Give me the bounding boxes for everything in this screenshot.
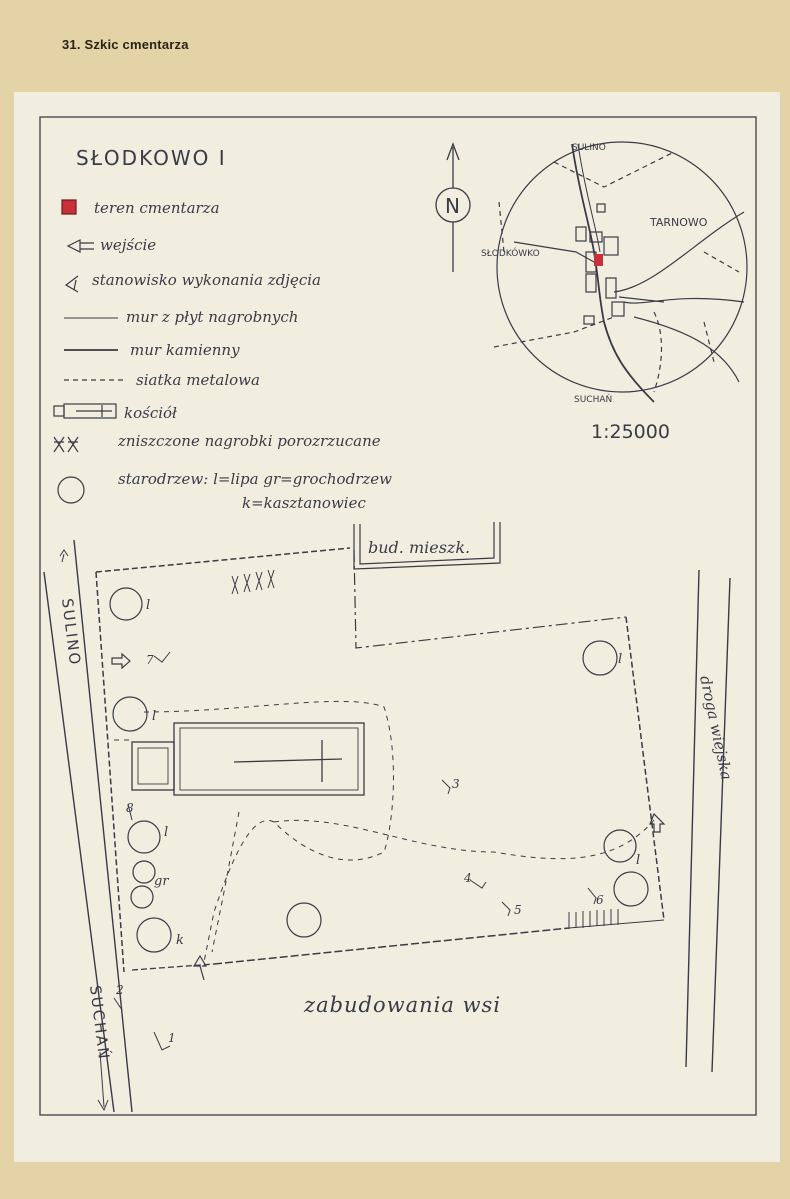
inset-label-east: TARNOWO [650,216,708,229]
legend-label-6: siatka metalowa [136,371,260,389]
photo-label-7: 7 [146,653,154,667]
legend-symbol-cemetery [62,200,76,214]
right-road [686,570,730,1072]
arrow-left-icon [68,240,94,252]
cemetery-sketch [14,92,780,1162]
tree-label-7: l [636,853,641,868]
legend-label-5: mur kamienny [130,341,240,359]
north-letter: N [445,194,460,218]
cemetery-wall [96,548,664,972]
destroyed-stones-cluster [232,570,274,594]
photo-label-3: 3 [452,777,460,791]
legend-label-10: k=kasztanowiec [242,494,366,512]
crossed-stones-icon [54,437,78,452]
photo-label-5: 5 [514,903,522,917]
caption-title: 31. Szkic cmentarza [62,37,189,52]
tree-label-1: l [146,598,151,613]
map-frame [40,117,756,1115]
legend-label-4: mur z płyt nagrobnych [126,308,299,326]
road-label-suchan: SUCHAŃ [86,984,114,1062]
entrance-arrows [112,654,664,980]
photo-label-1: 1 [168,1031,176,1045]
legend-label-8: zniszczone nagrobki porozrzucane [118,432,381,450]
tree-label-2: l [618,652,623,667]
photo-points [114,652,596,1050]
tree-label-4: l [164,825,169,840]
trees [110,588,648,952]
church-building [132,723,364,795]
tree-label-3: l [152,709,157,724]
tree-label-5: gr [154,874,169,889]
map-sheet [14,92,781,1162]
legend-label-2: wejście [100,236,157,254]
inset-label-south: SUCHAŃ [574,395,613,405]
scale-label: 1:25000 [591,421,670,443]
photo-label-6: 6 [596,893,604,907]
road-label-sulino: SULINO [58,597,85,668]
village-buildings-label: zabudowania wsi [304,993,502,1017]
inset-cemetery-marker [594,254,603,266]
photo-label-4: 4 [464,871,472,885]
church-icon [54,404,116,418]
inset-label-west: SŁODKÓWKO [481,249,540,259]
legend-label-7: kościół [124,404,177,422]
legend-label-9: starodrzew: l=lipa gr=grochodrzew [118,470,392,488]
legend-label-1: teren cmentarza [94,199,220,217]
photo-label-8: 8 [126,801,134,815]
angle-icon [66,276,78,292]
map-title: SŁODKOWO I [76,146,227,170]
left-road [44,540,132,1112]
tree-label-6: k [176,933,184,948]
entrance-west [112,654,130,668]
inset-map [494,142,747,402]
legend-label-3: stanowisko wykonania zdjęcia [92,271,321,289]
legend-tree-circle [58,477,84,503]
road-label-village: droga wiejska [696,674,736,782]
cemetery-paths [114,701,654,962]
photo-label-2: 2 [116,983,124,997]
building-label: bud. mieszk. [368,538,471,557]
inset-label-north: SULINO [572,143,606,153]
